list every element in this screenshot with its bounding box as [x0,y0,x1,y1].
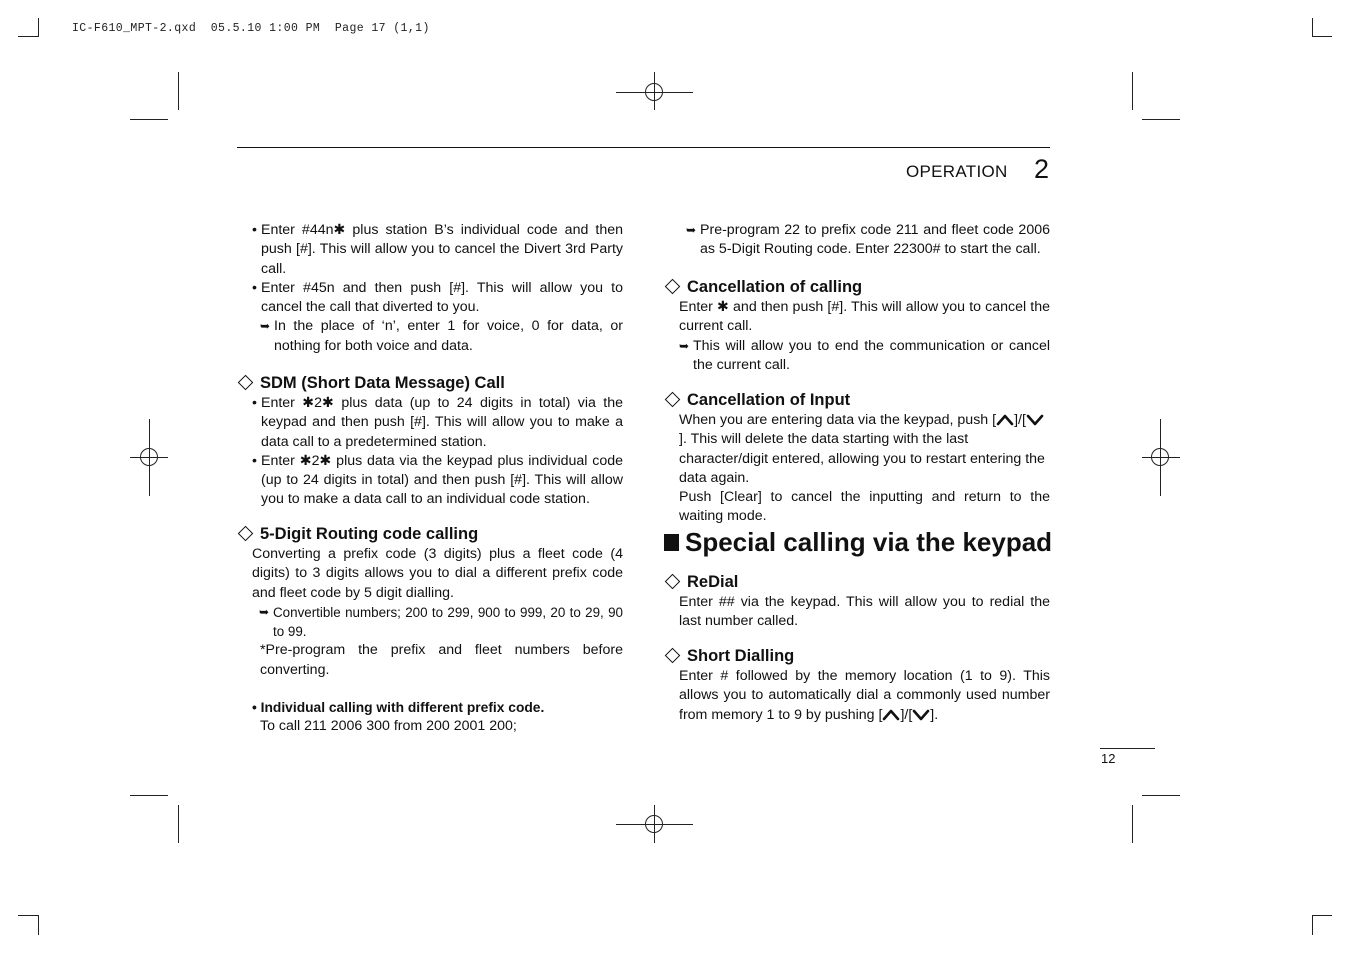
section-cancel-calling [664,276,1050,375]
section-body: Enter # followed by the memory location (1 to 9). This allows you to automatically dial a commonly used number from memory 1 to 9 by pushing [ ]/[ ]. [679,668,1050,723]
right-note-top [686,221,1050,260]
note-arrow-icon: ➥ [679,338,690,353]
diamond-icon [665,648,681,664]
crop-mark-tr-v [1312,18,1313,37]
crop-mark-bl-v [38,915,39,935]
list-item [252,452,623,510]
trim-mark [178,805,179,843]
diamond-icon [665,574,681,590]
up-arrow-key-icon [882,708,900,721]
special-calling-title: Special calling via the keypad [664,527,1052,557]
section-body: Converting a prefix code (3 digits) plus a fleet code (4 digits) to 3 digits allows you to dial a different prefix code and fleet code by 5 digit dialling. [252,546,623,601]
crop-mark-bl-h [18,915,38,916]
page-number: 12 [1101,751,1116,766]
trim-mark [130,119,168,120]
bullet-text: Enter #45n and then push [#]. This will allow you to cancel the call that diverted to you. [261,279,623,316]
sub-heading: • Individual calling with different prefix code. [252,700,545,716]
section-heading: Cancellation of calling [664,276,1050,298]
trim-mark [1132,805,1133,843]
note-text: Convertible numbers; 200 to 299, 900 to 999, 20 to 29, 90 to 99. [273,604,623,640]
left-column [252,221,623,356]
list-item [252,279,623,318]
note-text: In the place of ‘n’, enter 1 for voice, 0 for data, or nothing for both voice and data. [274,318,623,354]
bullet-text: Enter ✱2✱ plus data (up to 24 digits in total) via the keypad and then push [#]. This will allow you to make a data call to a predetermined station. [261,395,623,450]
print-slug: IC-F610_MPT-2.qxd 05.5.10 1:00 PM Page 17 (1,1) [72,22,430,35]
bullet-glyph: • [252,395,257,411]
list-item [252,394,623,452]
note-item [686,221,1050,260]
section-cancel-input [664,389,1050,527]
note-text: Pre-program 22 to prefix code 211 and fleet code 2006 as 5-Digit Routing code. Enter 22300# to start the call. [700,222,1050,258]
trim-mark [1132,72,1133,110]
list-item [252,221,623,279]
note-arrow-icon: ➥ [259,604,270,619]
bullet-glyph: • [252,222,257,238]
bullet-text: Enter ✱2✱ plus data via the keypad plus individual code (up to 24 digits in total) and then push [#]. This will allow you to make a data call to an individual code station. [261,452,623,508]
square-bullet-icon [664,534,679,551]
bullet-glyph: • [252,452,257,469]
down-arrow-key-icon [1026,413,1044,426]
section-heading: ReDial [664,571,1050,593]
star-note: *Pre-program the prefix and fleet numbers before converting. [260,642,623,678]
trim-mark [178,72,179,110]
section-body: Enter ## via the keypad. This will allow you to redial the last number called. [679,594,1050,630]
diamond-icon [238,526,254,542]
note-item [260,317,623,356]
note-item [679,337,1050,376]
diamond-icon [665,392,681,408]
section-sdm [237,372,623,510]
trim-mark [1142,119,1180,120]
bullet-glyph: • [252,279,257,296]
trim-mark [130,795,168,796]
up-arrow-key-icon [996,413,1014,426]
bullet-text: Enter #44n✱ plus station B’s individual code and then push [#]. This will allow you to cancel the Divert 3rd Party call. [261,222,623,277]
crop-mark-br-v [1312,915,1313,935]
section-redial [664,571,1050,632]
sub-text: To call 211 2006 300 from 200 2001 200; [260,718,517,735]
crop-mark-br-h [1312,915,1332,916]
section-routing [237,523,623,737]
diamond-icon [665,279,681,295]
section-heading: 5-Digit Routing code calling [237,523,623,545]
down-arrow-key-icon [912,708,930,721]
note-text: This will allow you to end the communication or cancel the current call. [693,337,1050,373]
trim-mark [1142,795,1180,796]
diamond-icon [238,375,254,391]
note-item [259,603,623,642]
page-number-rule [1100,748,1155,749]
note-arrow-icon: ➥ [686,223,697,237]
section-heading: Cancellation of Input [664,389,1050,411]
section-body: Enter ✱ and then push [#]. This will allow you to cancel the current call. [679,299,1050,335]
crop-mark-tr-h [1312,36,1332,37]
section-heading: Short Dialling [664,645,1050,667]
section-body-2: Push [Clear] to cancel the inputting and return to the waiting mode. [679,489,1050,525]
section-label: OPERATION [906,162,1008,181]
crop-mark-tl-h [18,36,38,37]
section-body: When you are entering data via the keypad, push [ ]/[]. This will delete the data starting with the last character/digit entered, allowing you to restart entering the data again. [679,412,1045,486]
header-rule [237,147,1050,148]
chapter-number: 2 [1034,154,1050,184]
section-short-dialling [664,645,1050,725]
note-arrow-icon: ➥ [260,319,271,334]
crop-mark-tl-v [38,18,39,37]
section-heading: SDM (Short Data Message) Call [237,372,623,394]
